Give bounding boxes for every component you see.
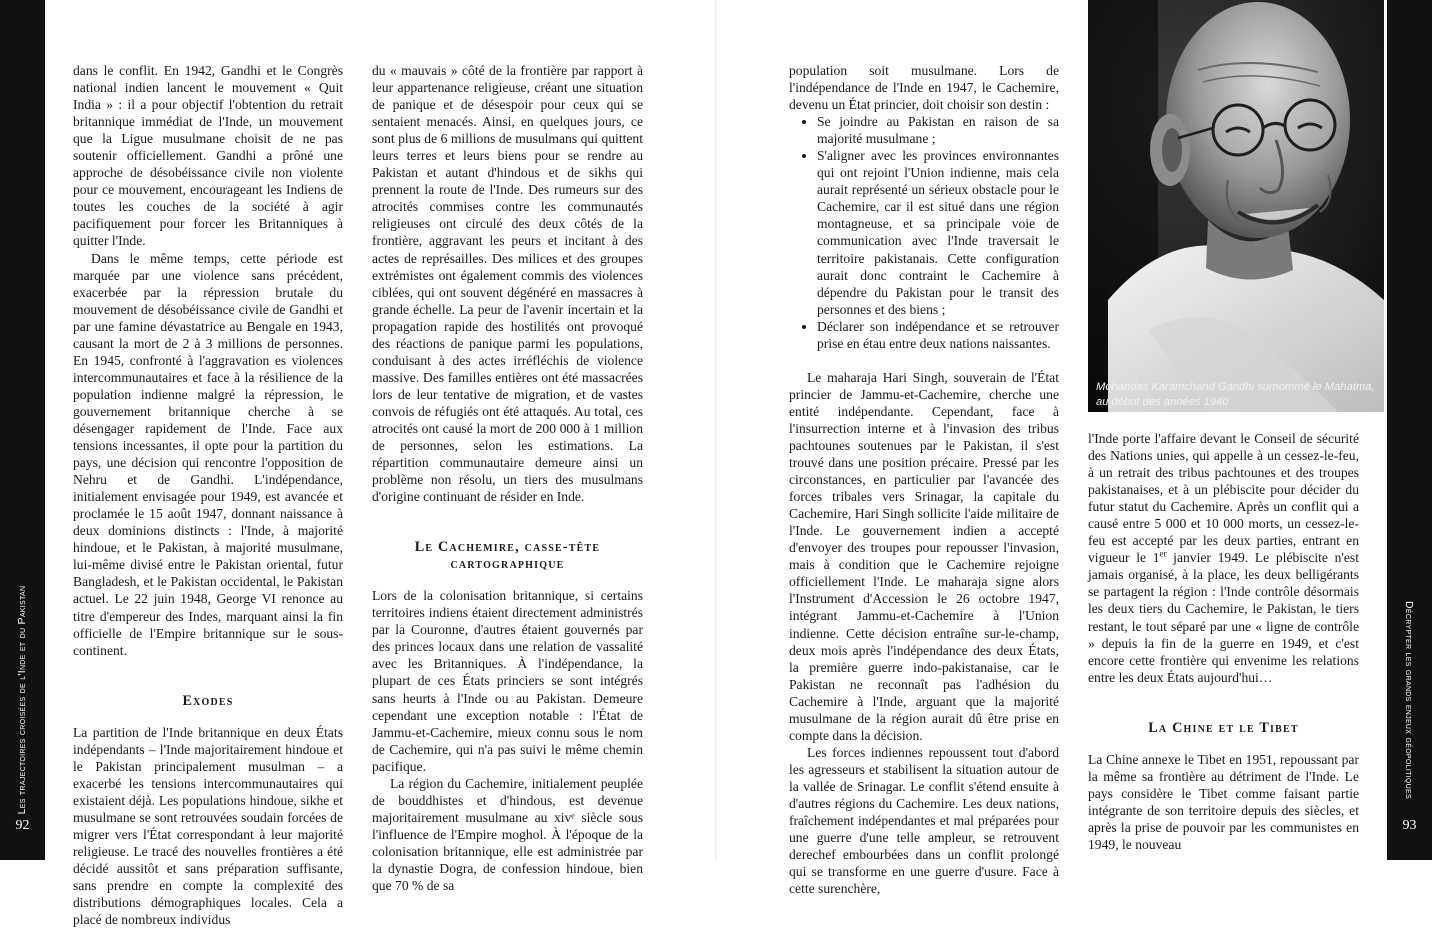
- left-page-number: 92: [15, 818, 30, 833]
- right-running-title: Décrypter les grands enjeux géopolitiques: [1403, 601, 1415, 799]
- right-side-band: [1387, 0, 1432, 860]
- paragraph: du « mauvais » côté de la frontière par rapport à leur appartenance religieuse, créant une situation de panique et de désespoir pour ceux qui se sentaient menacés. Ainsi, en quelques jours, ce sont plus de 6 millions de musulmans qui quittent leurs terres et leurs biens pour se rendre au Pakistan et autant d'hindous et de sikhs qui prennent la route de l'Inde. Des rumeurs sur des atrocités commises contre les communautés religieuses ont circulé des deux côtés de la frontière, aggravant les peurs et incitant à des actes de représailles. Des milices et des groupes extrémistes ont également commis des violences ciblées, qui ont souvent dégénéré en massacres à grande échelle. La peur de l'avenir incertain et la propagation rapide des hostilités ont provoqué des réactions de panique parmi les populations, conduisant à des actes irréfléchis de violence massive. Des familles entières ont été massacrées lors de leur tentative de migration, et de vastes convois de réfugiés ont été attaqués. Au total, ces atrocités ont causé la mort de 200 000 à 1 million de personnes, selon les estimations. La répartition communautaire demeure ainsi un problème non résolu, un tiers des musulmans d'origine continuant de résider en Inde.: [372, 63, 643, 505]
- page-gutter: [715, 0, 717, 860]
- paragraph: Lors de la colonisation britannique, si certains territoires indiens étaient directement administrés par la Couronne, d'autres étaient gouvernés par des princes locaux dans une relation de vassalité avec les Britanniques. À l'indépendance, la plupart de ces États princiers se sont intégrés sans heurts à l'Inde ou au Pakistan. Demeure cependant une exception notable : l'État de Jammu-et-Cachemire, mieux connu sous le nom de Cachemire, qui n'a pas suivi le même chemin pacifique.: [372, 588, 643, 774]
- paragraph-text: janvier 1949. Le plébiscite n'est jamais organisé, à la place, les deux belligérants se partagent la région : l'Inde contrôle désormais les deux tiers du Cachemire, le Pakistan, le tiers restant, le tout séparé par une « ligne de contrôle » depuis la fin de la guerre en 1949, et c'est encore cette frontière qui envenime les relations entre les deux États aujourd'hui…: [1088, 550, 1359, 685]
- gandhi-photo: [1088, 0, 1384, 412]
- bullet-list: [789, 113, 1059, 352]
- list-item: • Se joindre au Pakistan en raison de sa majorité musulmane ;: [817, 113, 1059, 147]
- left-running-title: Les trajectoires croisées de l'Inde et du Pakistan: [16, 585, 28, 815]
- paragraph: Les forces indiennes repoussent tout d'abord les agresseurs et stabilisent la situation autour de la vallée de Srinagar. Le conflit s'étend ensuite à d'autres régions du Cachemire. Les deux nations, fraîchement indépendantes et mal préparées pour une guerre d'une telle ampleur, se retrouvent derechef embourbées dans un conflit prolongé qui se transforme en une guerre d'usure. Face à cette surenchère,: [789, 744, 1059, 897]
- paragraph: La Chine annexe le Tibet en 1951, repoussant par la même sa frontière au détriment de l'Inde. Le pays considère le Tibet comme faisant partie intégrante de son territoire depuis des siècles, et après la prise de pouvoir par les communistes en 1949, le nouveau: [1088, 751, 1359, 852]
- paragraph: [1088, 430, 1359, 686]
- section-heading-exodes: Exodes: [182, 692, 234, 709]
- right-column-1: [789, 62, 1059, 897]
- paragraph: La partition de l'Inde britannique en deux États indépendants – l'Inde majoritairement hindoue et le Pakistan principalement musulman – a exacerbé les tensions intercommunautaires qui existaient déjà. Les populations hindoue, sikhe et musulmane se sont retrouvées soudain forcées de migrer vers l'État correspondant à leur majorité religieuse. Le tracé des nouvelles frontières a été décidé aussitôt et sans préparation suffisante, sans prendre en compte la complexité des distributions démographiques locales. Cela a placé de nombreux individus: [73, 724, 343, 928]
- list-item: • Déclarer son indépendance et se retrouver prise en étau entre deux nations naissantes.: [817, 318, 1059, 352]
- section-heading-chine: La Chine et le Tibet: [1148, 719, 1299, 736]
- portrait-image: [1088, 0, 1384, 412]
- left-column-1: [73, 62, 343, 928]
- paragraph: La région du Cachemire, initialement peuplée de bouddhistes et d'hindous, est devenue majoritairement musulmane au xivᵉ siècle sous l'influence de l'Empire moghol. À l'époque de la colonisation britannique, elle est administrée par la dynastie Dogra, de confession hindoue, bien que 70 % de sa: [372, 775, 643, 894]
- right-column-2: [1088, 430, 1359, 853]
- paragraph: Le maharaja Hari Singh, souverain de l'État princier de Jammu-et-Cachemire, cherche une entité indépendante. Cependant, face à l'insurrection interne et à l'invasion des tribus pachtounes soutenues par le Pakistan, il s'est trouvé dans une position précaire. Pressé par les circonstances, en particulier par l'avancée des forces tribales vers Srinagar, la capitale du Cachemire, Hari Singh sollicite l'aide militaire de l'Inde. Le gouvernement indien a accepté d'envoyer des troupes pour repousser l'invasion, mais à condition que le Cachemire rejoigne officiellement l'Inde. Le maharaja signe alors l'Instrument d'Accession le 26 octobre 1947, intégrant Jammu-et-Cachemire à l'Union indienne. Cette décision entraîne sur-le-champ, deux mois après l'indépendance des deux États, la première guerre indo-pakistanaise, car le Pakistan ne reconnaît pas l'adhésion du Cachemire à l'Inde, arguant que la majorité musulmane de la région aurait dû être prise en compte dans la décision.: [789, 369, 1059, 743]
- paragraph: dans le conflit. En 1942, Gandhi et le Congrès national indien lancent le mouvement « Quit India » : il a pour objectif l'obtention du retrait britannique immédiat de l'Inde, un mouvement que la Ligue musulmane choisit de ne pas soutenir officiellement. Gandhi a prôné une approche de désobéissance civile non violente pour ce mouvement, encourageant les Indiens de toutes les couches de la société à agir pacifiquement pour forcer les Britanniques à quitter l'Inde.: [73, 63, 343, 249]
- paragraph: Dans le même temps, cette période est marquée par une violence sans précédent, exacerbée par la répression brutale du mouvement de désobéissance civile de Gandhi et par une famine dévastatrice au Bengale en 1943, causant la mort de 2 à 3 millions de personnes. En 1945, confronté à l'aggravation es violences intercommunautaires et face à la résilience de la population indienne malgré la répression, le gouvernement britannique cherche à se désengager rapidement de l'Inde. Face aux tensions incessantes, il opte pour la partition du pays, une décision qui rencontre l'opposition de Nehru et de Gandhi. L'indépendance, initialement envisagée pour 1949, est avancée et proclamée le 15 août 1947, donnant naissance à deux dominions distincts : l'Inde, à majorité hindoue, et le Pakistan, à majorité musulmane, lui-même divisé entre le Pakistan oriental, futur Bangladesh, et le Pakistan occidental, le Pakistan actuel. Le 22 juin 1948, George VI renonce au titre d'empereur des Indes, marquant ainsi la fin officielle de l'Empire britannique sur le sous-continent.: [73, 250, 343, 658]
- superscript: er: [1159, 548, 1167, 559]
- left-side-band: [0, 0, 45, 860]
- paragraph: population soit musulmane. Lors de l'indépendance de l'Inde en 1947, le Cachemire, devenu un État princier, doit choisir son destin :: [789, 63, 1059, 113]
- paragraph-text: l'Inde porte l'affaire devant le Conseil de sécurité des Nations unies, qui appelle à un cessez-le-feu, à un retrait des tribus pachtounes et des troupes pakistanaises, et à un plébiscite pour décider du futur statut du Cachemire. Après un conflit qui a causé entre 5 000 et 10 000 morts, un cessez-le-feu est accepté par les deux parties, entrant en vigueur le 1: [1088, 431, 1359, 566]
- list-item: • S'aligner avec les provinces environnantes qui ont rejoint l'Union indienne, mais cela aurait représenté un sérieux obstacle pour le Cachemire, car il est situé dans une région montagneuse, et sa principale voie de communication avec l'Inde traversait le territoire pakistanais. Cette configuration aurait donc contraint le Cachemire à dépendre du Pakistan pour le transit des personnes et des biens ;: [817, 147, 1059, 317]
- right-page-number: 93: [1402, 818, 1417, 833]
- left-column-2: [372, 62, 643, 894]
- section-heading-cachemire: Le Cachemire, casse-tête cartographique: [414, 539, 601, 573]
- photo-caption: Mohandas Karamchand Gandhi surnommé le Mahatma, au début des années 1940: [1096, 381, 1375, 408]
